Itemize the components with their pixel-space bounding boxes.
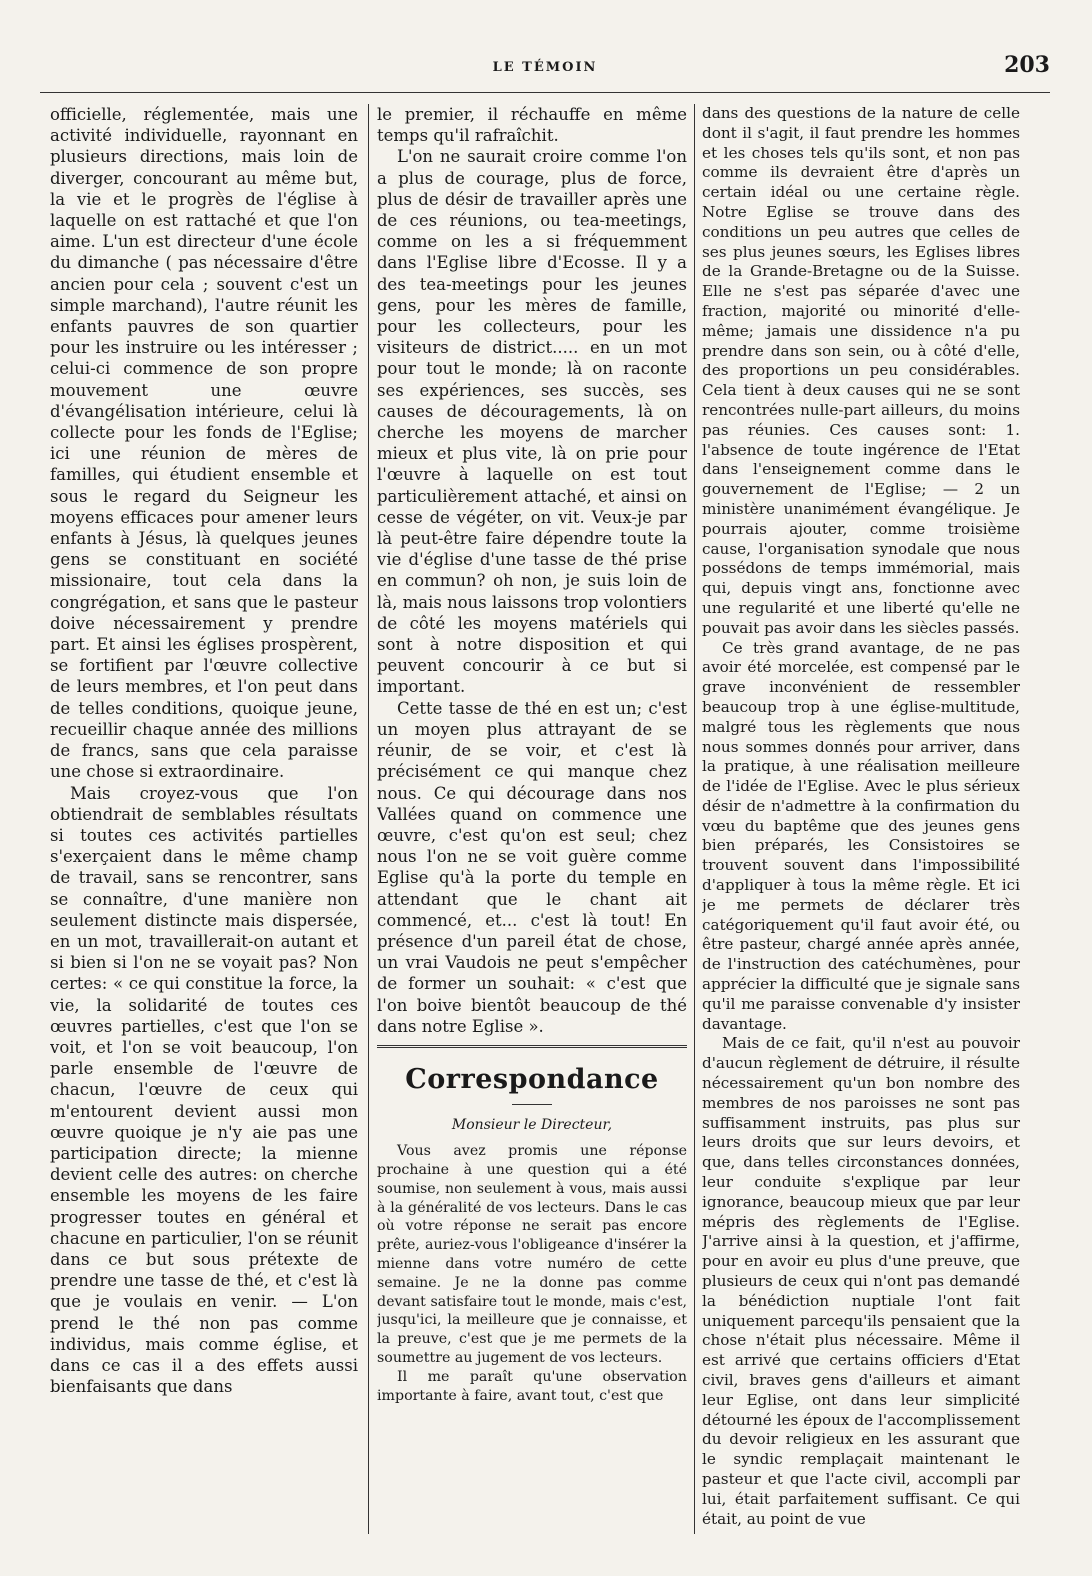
paragraph: dans des questions de la nature de celle dont il s'agit, il faut prendre les hommes et les choses tels qu'ils sont, et non pas comme ils devraient être d'après un certain idéal ou une certaine règle. Notre Eglise se trouve dans des conditions un peu autres que celles de ses plus jeunes sœurs, les Eglises libres de la Grande-Bretagne ou de la Suisse. Elle ne s'est pas séparée d'avec une fraction, majorité ou minorité d'elle-même; jamais une dissidence n'a pu prendre dans son sein, ou à côté d'elle, des proportions un peu considérables. Cela tient à deux causes qui ne se sont rencontrées nulle-part ailleurs, du moins pas réunies. Ces causes sont: 1. l'absence de toute ingérence de l'Etat dans l'enseignement comme dans le gouvernement de l'Eglise; — 2 un ministère unanimément évangélique. Je pourrais ajouter, comme troisième cause, l'organisation synodale que nous possédons de temps immémorial, mais qui, depuis vingt ans, fonctionne avec une regularité et une liberté qu'elle ne pouvait pas avoir dans les siècles passés. (702, 104, 1020, 637)
paragraph: Cette tasse de thé en est un; c'est un moyen plus attrayant de se réunir, de se voir, et c'est là précisément ce qui manque chez nous. Ce qui décourage dans nos Vallées quand on commence une œuvre, c'est qu'on est seul; chez nous l'on ne se voit guère comme Eglise qu'à la porte du temple en attendant que le chant ait commencé, et... c'est là tout! En présence d'un pareil état de chose, un vrai Vaudois ne peut s'empêcher de former un souhait: « c'est que l'on boive bientôt beaucoup de thé dans notre Eglise ». (377, 698, 687, 1036)
column-2 (377, 104, 687, 1544)
section-divider (377, 1045, 687, 1048)
paragraph: Mais de ce fait, qu'il n'est au pouvoir d'aucun règlement de détruire, il résulte nécessairement qu'un bon nombre des membres de nos paroisses ne sont pas suffisamment instruits, pas plus sur leurs droits que sur leurs devoirs, et que, dans telles circonstances données, leur conduite s'explique par leur ignorance, beaucoup mieux que par leur mépris des règlements de l'Eglise. J'arrive ainsi à la question, et j'affirme, pour en avoir eu plus d'une preuve, que plusieurs de ceux qui n'ont pas demandé la bénédiction nuptiale l'ont fait uniquement parcequ'ils pensaient que la chose n'était plus nécessaire. Même il est arrivé que certains officiers d'Etat civil, braves gens d'ailleurs et aimant leur Eglise, ont dans leur simplicité détourné les époux de l'accomplissement du devoir religieux en les assurant que le syndic remplaçait maintenant le pasteur et que l'acte civil, accompli par lui, était parfaitement suffisant. Ce qui était, au point de vue (702, 1034, 1020, 1528)
paragraph: officielle, réglementée, mais une activité individuelle, rayonnant en plusieurs directions, mais loin de diverger, concourant au même but, la vie et le progrès de l'église à laquelle on est rattaché et que l'on aime. L'un est directeur d'une école du dimanche ( pas nécessaire d'être ancien pour cela ; souvent c'est un simple marchand), l'autre réunit les enfants pauvres de son quartier pour les instruire ou les intéresser ; celui-ci commence de son propre mouvement une œuvre d'évangélisation intérieure, celui là collecte pour les fonds de l'Eglise; ici une réunion de mères de familles, qui étudient ensemble et sous le regard du Seigneur les moyens efficaces pour amener leurs enfants à Jésus, là quelques jeunes gens se constituant en société missionaire, tout cela dans la congrégation, et sans que le pasteur doive nécessairement y prendre part. Et ainsi les églises prospèrent, se fortifient par l'œuvre collective de leurs membres, et l'on peut dans de telles conditions, quoique jeune, recueillir chaque année des millions de francs, sans que cela paraisse une chose si extraordinaire. (50, 105, 358, 782)
page-number: 203 (1004, 52, 1050, 78)
page-header (40, 50, 1050, 80)
column-3 (702, 104, 1020, 1544)
column-divider (694, 104, 695, 1534)
header-rule (40, 92, 1050, 93)
column-1 (50, 104, 358, 1544)
title-rule (512, 1104, 552, 1105)
letter-salutation: Monsieur le Directeur, (451, 1116, 613, 1133)
paragraph: Ce très grand avantage, de ne pas avoir été morcelée, est compensé par le grave inconvénient de ressembler beaucoup trop à une église-multitude, malgré tous les règlements que nous nous sommes donnés pour arriver, dans la pratique, à une réalisation meilleure de l'idée de l'Eglise. Avec le plus sérieux désir de n'admettre à la confirmation du vœu du baptême que des jeunes gens bien préparés, les Consistoires se trouvent souvent dans l'impossibilité d'appliquer à tous la même règle. Et ici je me permets de déclarer très catégoriquement qu'il faut avoir été, ou être pasteur, chargé année après année, de l'instruction des catéchumènes, pour apprécier la difficulté que je signale sans qu'il me paraisse convenable d'y insister davantage. (702, 638, 1020, 1033)
section-title: Correspondance (405, 1063, 659, 1095)
paragraph: Mais croyez-vous que l'on obtiendrait de semblables résultats si toutes ces activités partielles s'exerçaient dans le même champ de travail, sans se rencontrer, sans se connaître, d'une manière non seulement distincte mais dispersée, en un mot, travaillerait-on autant et si bien si l'on ne se voyait pas? Non certes: « ce qui constitue la force, la vie, la solidarité de toutes ces œuvres partielles, c'est que l'on se voit, et l'on se voit beaucoup, l'on parle ensemble de l'œuvre de chacun, l'œuvre de ceux qui m'entourent devient aussi mon œuvre quoique je n'y aie pas une participation directe; la mienne devient celle des autres: on cherche ensemble les moyens de les faire progresser toutes en général et chacune en particulier, l'on se réunit dans ce but sous prétexte de prendre une tasse de thé, et c'est là que je voulais en venir. — L'on prend le thé non pas comme individus, mais comme église, et dans ce cas il a des effets aussi bienfaisants que dans (50, 783, 358, 1397)
paragraph: le premier, il réchauffe en même temps qu'il rafraîchit. (377, 105, 687, 146)
running-title: LE TÉMOIN (492, 60, 598, 75)
letter-paragraph: Il me paraît qu'une observation importante à faire, avant tout, c'est que (377, 1368, 687, 1404)
column-divider (368, 104, 369, 1534)
letter-paragraph: Vous avez promis une réponse prochaine à une question qui a été soumise, non seulement à vous, mais aussi à la généralité de vos lecteurs. Dans le cas où votre réponse ne serait pas encore prête, auriez-vous l'obligeance d'insérer la mienne dans votre numéro de cette semaine. Je ne la donne pas comme devant satisfaire tout le monde, mais c'est, jusqu'ici, la meilleure que je connaisse, et la preuve, c'est que je me permets de la soumettre au jugement de vos lecteurs. (377, 1143, 687, 1366)
paragraph: L'on ne saurait croire comme l'on a plus de courage, plus de force, plus de désir de travailler après une de ces réunions, ou tea-meetings, comme on les a si fréquemment dans l'Eglise libre d'Ecosse. Il y a des tea-meetings pour les jeunes gens, pour les mères de famille, pour les collecteurs, pour les visiteurs de district..... en un mot pour tout le monde; là on raconte ses expériences, ses succès, ses causes de découragements, là on cherche les moyens de marcher mieux et plus vite, là on prie pour l'œuvre à laquelle on est tout particulièrement attaché, et ainsi on cesse de végéter, on vit. Veux-je par là peut-être faire dépendre toute la vie d'église d'une tasse de thé prise en commun? oh non, je suis loin de là, mais nous laissons trop volontiers de côté les moyens matériels qui sont à notre disposition et qui peuvent concourir à ce but si important. (377, 147, 687, 697)
